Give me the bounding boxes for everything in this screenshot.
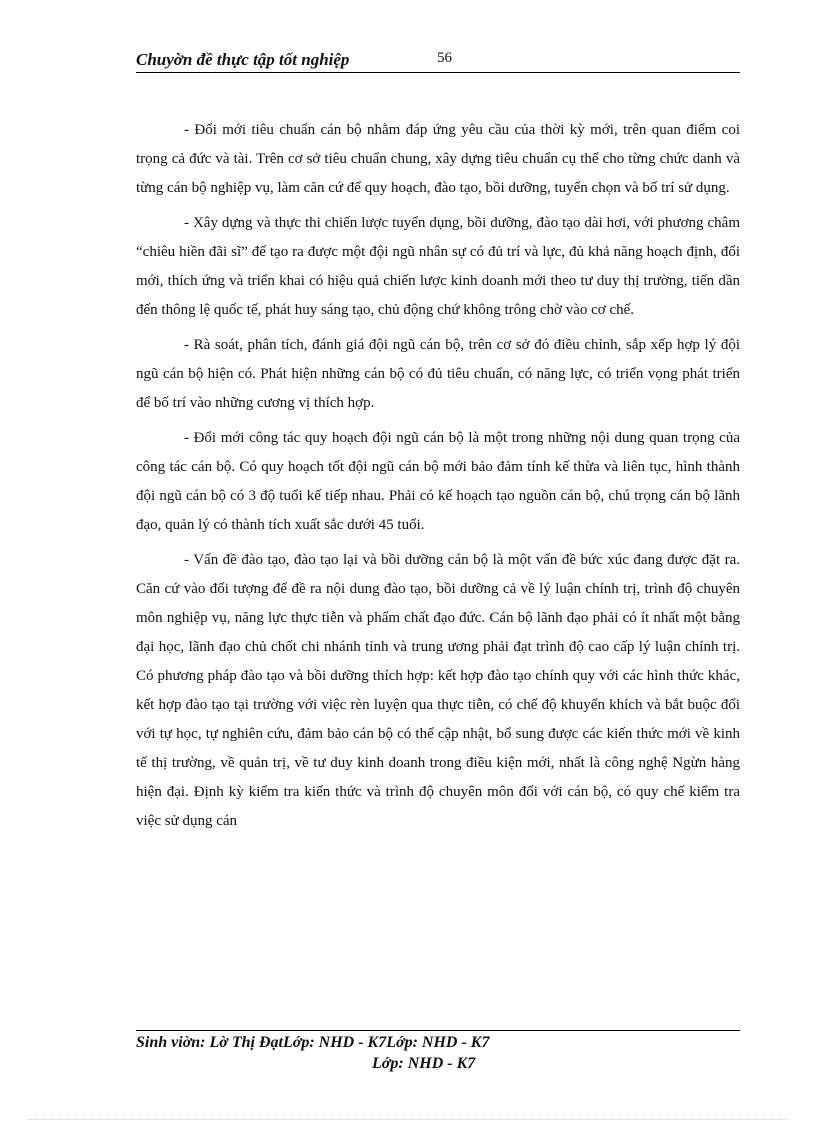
page-header bbox=[136, 50, 740, 73]
paragraph: - Xây dựng và thực thi chiến lược tuyển dụng, bồi dưỡng, đào tạo dài hơi, với phương châm “chiêu hiền đãi sĩ” để tạo ra được một đội ngũ nhân sự có đủ trí và lực, đủ khả năng hoạch định, đổi mới, thích ứng và triển khai có hiệu quả chiến lược kinh doanh mới theo tư duy thị trường, tiến dần đến thông lệ quốc tế, phát huy sáng tạo, chủ động chứ không trông chờ vào cơ chế. bbox=[136, 215, 740, 318]
paragraph: - Rà soát, phân tích, đánh giá đội ngũ cán bộ, trên cơ sở đó điều chỉnh, sắp xếp hợp lý đội ngũ cán bộ hiện có. Phát hiện những cán bộ có đủ tiêu chuẩn, có năng lực, có triển vọng phát triển để bố trí vào những cương vị thích hợp. bbox=[136, 337, 740, 411]
paragraph: - Vấn đề đào tạo, đào tạo lại và bồi dưỡng cán bộ là một vấn đề bức xúc đang được đặt ra. Căn cứ vào đối tượng để đề ra nội dung đào tạo, bồi dưỡng cả về lý luận chính trị, trình độ chuyên môn nghiệp vụ, năng lực thực tiễn và phẩm chất đạo đức. Cán bộ lãnh đạo phải có ít nhất một bằng đại học, lãnh đạo chủ chốt chi nhánh tỉnh và trung ương phải đạt trình độ cao cấp lý luận chính trị. Có phương pháp đào tạo và bồi dưỡng thích hợp: kết hợp đào tạo chính quy với các hình thức khác, kết hợp đào tạo tại trường với việc rèn luyện qua thực tiễn, có chế độ khuyến khích và bắt buộc đối với tự học, tự nghiên cứu, đảm bảo cán bộ có thể cập nhật, bổ sung được các kiến thức mới về kinh tế thị trường, về quản trị, về tư duy kinh doanh trong điều kiện mới, nhất là công nghệ Ngừn hàng hiện đại. Định kỳ kiểm tra kiến thức và trình độ chuyên môn đối với cán bộ, có quy chế kiểm tra việc sử dụng cán bbox=[136, 552, 740, 829]
page-number: 56 bbox=[437, 50, 452, 66]
footer-student-info: Sinh viờn: Lờ Thị ĐạtLớp: NHD - K7Lớp: NHD - K7 bbox=[136, 1034, 490, 1051]
footer-class-info: Lớp: NHD - K7 bbox=[372, 1055, 476, 1072]
page-edge-divider bbox=[28, 1119, 788, 1120]
header-title: Chuyờn đề thực tập tốt nghiệp bbox=[136, 50, 350, 69]
footer-divider bbox=[136, 1030, 740, 1031]
paragraph: - Đổi mới tiêu chuẩn cán bộ nhằm đáp ứng yêu cầu của thời kỳ mới, trên quan điểm coi trọng cả đức và tài. Trên cơ sở tiêu chuẩn chung, xây dựng tiêu chuẩn cụ thể cho từng chức danh và từng cán bộ nghiệp vụ, làm căn cứ để quy hoạch, đào tạo, bồi dưỡng, tuyển chọn và bố trí sử dụng. bbox=[136, 122, 740, 196]
body-text bbox=[136, 116, 740, 842]
paragraph: - Đổi mới công tác quy hoạch đội ngũ cán bộ là một trong những nội dung quan trọng của công tác cán bộ. Có quy hoạch tốt đội ngũ cán bộ mới bảo đảm tính kế thừa và liên tục, hình thành đội ngũ cán bộ có 3 độ tuổi kế tiếp nhau. Phải có kế hoạch tạo nguồn cán bộ, chú trọng cán bộ lãnh đạo, quản lý có thành tích xuất sắc dưới 45 tuổi. bbox=[136, 430, 740, 533]
